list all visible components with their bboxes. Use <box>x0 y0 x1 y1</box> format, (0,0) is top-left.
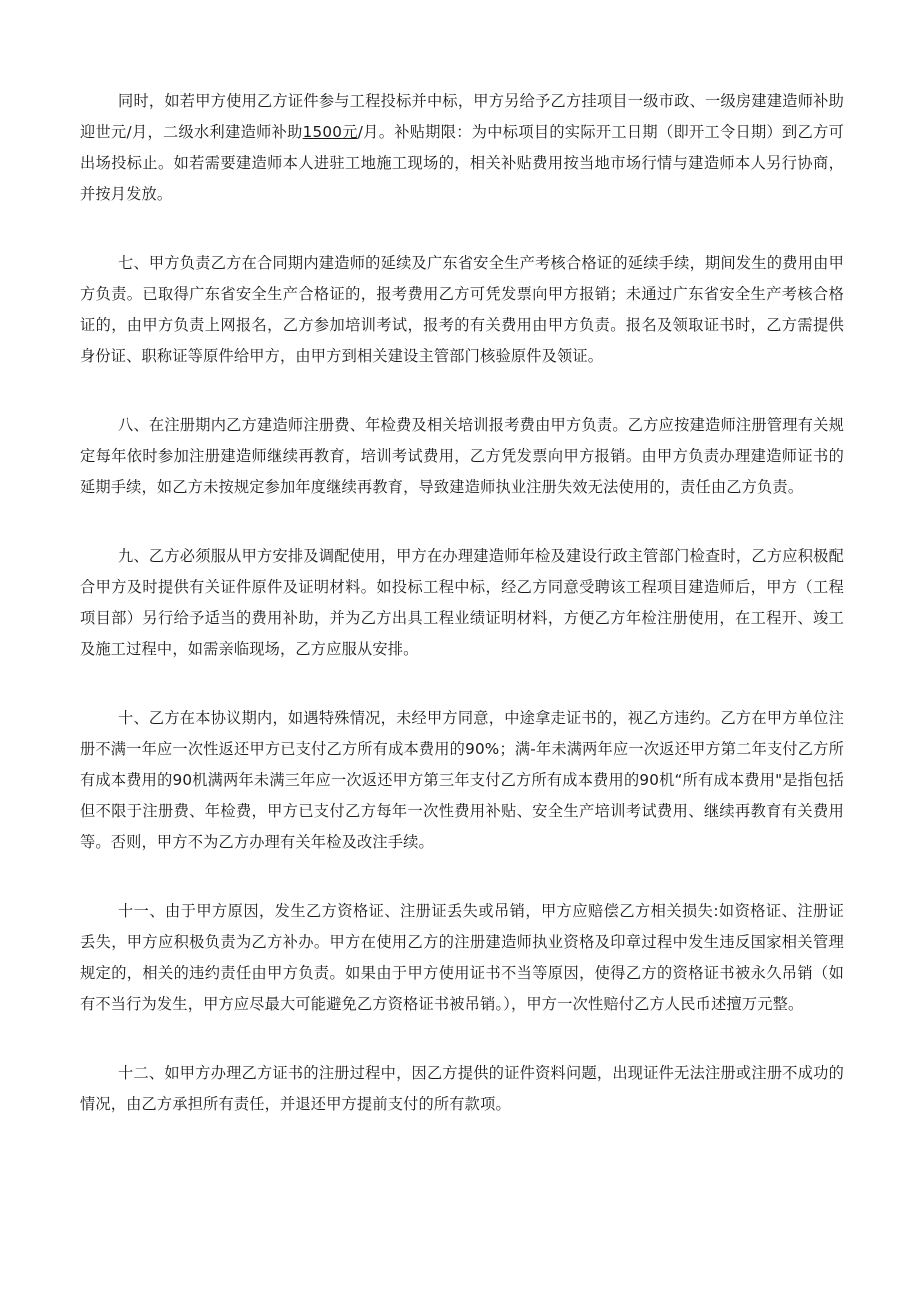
paragraph-subsidy-text-a: 同时，如若甲方使用乙方证件参与工程投标并中标，甲方另给予乙方挂项目一级市政、一级房建建造师补助迎世元/月，二级水利建造师补助 <box>80 92 844 141</box>
clause-7: 七、甲方负责乙方在合同期内建造师的延续及广东省安全生产考核合格证的延续手续，期间发生的费用由甲方负责。已取得广东省安全生产合格证的，报考费用乙方可凭发票向甲方报销；未通过广东省安全生产考核合格证的，由甲方负责上网报名，乙方参加培训考试，报考的有关费用由甲方负责。报名及领取证书时，乙方需提供身份证、职称证等原件给甲方，由甲方到相关建设主管部门核验原件及领证。 <box>80 254 844 365</box>
clause-9: 九、乙方必须服从甲方安排及调配使用，甲方在办理建造师年检及建设行政主管部门检查时，乙方应积极配合甲方及时提供有关证件原件及证明材料。如投标工程中标，经乙方同意受聘该工程项目建造师后，甲方（工程项目部）另行给予适当的费用补助，并为乙方出具工程业绩证明材料，方便乙方年检注册使用，在工程开、竣工及施工过程中，如需亲临现场，乙方应服从安排。 <box>80 547 844 658</box>
paragraph-subsidy <box>80 86 844 210</box>
paragraph-subsidy-text-b: /月。补贴期限：为中标项目的实际开工日期（即开工令日期）到乙方可出场投标止。如若需要建造师本人进驻工地施工现场的，相关补贴费用按当地市场行情与建造师本人另行协商，并按月发放。 <box>80 123 844 203</box>
clause-8: 八、在注册期内乙方建造师注册费、年检费及相关培训报考费由甲方负责。乙方应按建造师注册管理有关规定每年依时参加注册建造师继续再教育，培训考试费用，乙方凭发票向甲方报销。由甲方负责办理建造师证书的延期手续，如乙方未按规定参加年度继续再教育，导致建造师执业注册失效无法使用的，责任由乙方负责。 <box>80 416 844 496</box>
clause-12: 十二、如甲方办理乙方证书的注册过程中，因乙方提供的证件资料问题，出现证件无法注册或注册不成功的情况，由乙方承担所有责任，并退还甲方提前支付的所有款项。 <box>80 1064 844 1113</box>
subsidy-amount: 1500元 <box>302 123 358 141</box>
clause-10: 十、乙方在本协议期内，如遇特殊情况，未经甲方同意，中途拿走证书的，视乙方违约。乙方在甲方单位注册不满一年应一次性返还甲方已支付乙方所有成本费用的90%；满-年未满两年应一次返还甲方第二年支付乙方所有成本费用的90机满两年未满三年应一次返还甲方第三年支付乙方所有成本费用的90机“所有成本费用"是指包括但不限于注册费、年检费，甲方已支付乙方每年一次性费用补贴、安全生产培训考试费用、继续再教育有关费用等。否则，甲方不为乙方办理有关年检及改注手续。 <box>80 709 844 851</box>
clause-11: 十一、由于甲方原因，发生乙方资格证、注册证丢失或吊销，甲方应赔偿乙方相关损失:如资格证、注册证丢失，甲方应积极负责为乙方补办。甲方在使用乙方的注册建造师执业资格及印章过程中发生违反国家相关管理规定的，相关的违约责任由甲方负责。如果由于甲方使用证书不当等原因，使得乙方的资格证书被永久吊销（如有不当行为发生，甲方应尽最大可能避免乙方资格证书被吊销。），甲方一次性赔付乙方人民币述擅万元整。 <box>80 902 844 1013</box>
